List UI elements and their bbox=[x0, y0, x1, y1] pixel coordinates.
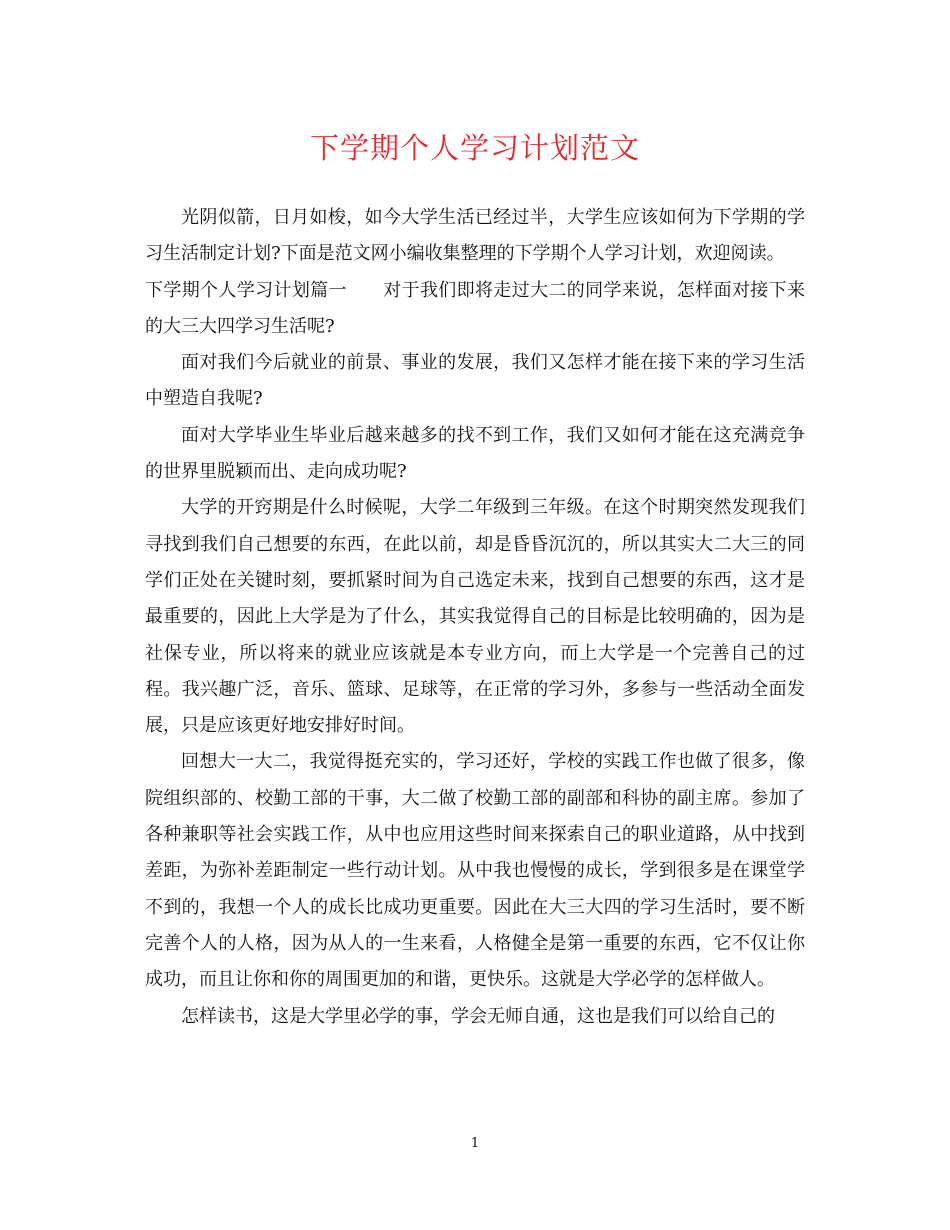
paragraph-intro: 光阴似箭，日月如梭，如今大学生活已经过半，大学生应该如何为下学期的学习生活制定计划?下面是范文网小编收集整理的下学期个人学习计划，欢迎阅读。 bbox=[145, 207, 805, 265]
document-body bbox=[145, 200, 805, 1035]
paragraph-reflection: 回想大一大二，我觉得挺充实的，学习还好，学校的实践工作也做了很多，像院组织部的、校勤工部的干事，大二做了校勤工部的副部和科协的副主席。参加了各种兼职等社会实践工作，从中也应用这些时间来探索自己的职业道路，从中找到差距，为弥补差距制定一些行动计划。从中我也慢慢的成长，学到很多是在课堂学不到的，我想一个人的成长比成功更重要。因此在大三大四的学习生活时，要不断完善个人的人格，因为从人的一生来看，人格健全是第一重要的东西，它不仅让你成功，而且让你和你的周围更加的和谐，更快乐。这就是大学必学的怎样做人。 bbox=[145, 751, 805, 991]
page-number: 1 bbox=[470, 1136, 480, 1151]
paragraph-question-2: 面对我们今后就业的前景、事业的发展，我们又怎样才能在接下来的学习生活中塑造自我呢? bbox=[145, 352, 805, 410]
paragraph-awakening: 大学的开窍期是什么时候呢，大学二年级到三年级。在这个时期突然发现我们寻找到我们自己想要的东西，在此以前，却是昏昏沉沉的，所以其实大二大三的同学们正处在关键时刻，要抓紧时间为自己选定未来，找到自己想要的东西，这才是最重要的，因此上大学是为了什么，其实我觉得自己的目标是比较明确的，因为是社保专业，所以将来的就业应该就是本专业方向，而上大学是一个完善自己的过程。我兴趣广泛，音乐、篮球、足球等，在正常的学习外，多参与一些活动全面发展，只是应该更好地安排好时间。 bbox=[145, 497, 805, 737]
document-title: 下学期个人学习计划范文 bbox=[309, 131, 640, 165]
paragraph-section-start bbox=[145, 273, 805, 346]
section-heading: 下学期个人学习计划篇一 bbox=[145, 279, 347, 301]
paragraph-question-3: 面对大学毕业生毕业后越来越多的找不到工作，我们又如何才能在这充满竞争的世界里脱颖而出、走向成功呢? bbox=[145, 424, 805, 483]
paragraph-question-1: 对于我们即将走过大二的同学来说，怎样面对接下来的大三大四学习生活呢? bbox=[145, 279, 806, 337]
paragraph-reading: 怎样读书，这是大学里必学的事，学会无师自通，这也是我们可以给自己的 bbox=[181, 1005, 775, 1027]
